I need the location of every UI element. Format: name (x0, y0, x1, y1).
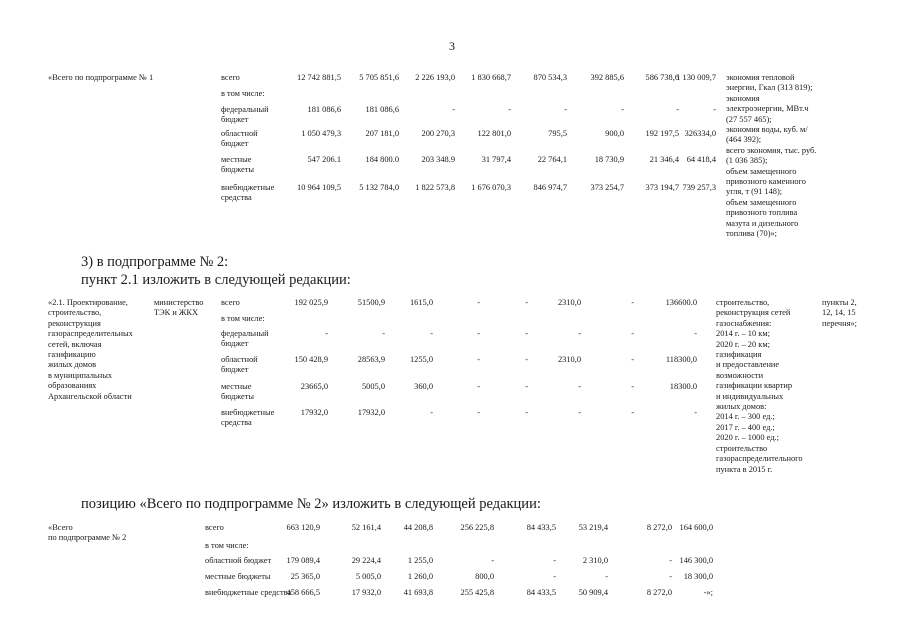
block1-title: «Всего по подпрограмме № 1 (48, 73, 154, 82)
table-cell: - (477, 298, 480, 307)
text-line: жилых домов (48, 360, 97, 370)
table-cell: - (477, 355, 480, 364)
row-label-line: бюджет (221, 115, 249, 125)
row-label-line: в том числе: (221, 89, 265, 98)
table-cell: 181 086,6 (307, 105, 341, 114)
table-cell: 203 348.9 (421, 155, 455, 164)
row-label-line: областной (221, 129, 258, 138)
text-line: строительство, (716, 298, 770, 307)
text-line: газификации квартир (716, 381, 793, 391)
table-cell: - (508, 105, 511, 114)
table-cell: - (694, 329, 697, 338)
table-cell: - (525, 355, 528, 364)
table-cell: 2310,0 (557, 355, 581, 364)
text-line: строительство, (48, 308, 102, 318)
row-label-line: бюджет (221, 139, 249, 149)
row-label-line: бюджет (221, 339, 249, 349)
table-cell: - (669, 556, 672, 565)
row-label-line: в том числе: (221, 314, 265, 323)
text-line: жилых домов: (716, 402, 767, 412)
row-label (221, 298, 240, 308)
text-line: реконструкция (48, 318, 101, 328)
text-line: привозного каменного (726, 177, 806, 187)
text-line: и предоставление (716, 360, 780, 370)
table-cell: 164 600,0 (679, 523, 713, 532)
table-cell: 10 964 109,5 (297, 183, 341, 192)
text-line: газификация (716, 350, 762, 360)
row-label-line: средства (221, 418, 252, 428)
row-label (221, 89, 265, 99)
table-cell: 586 738,6 (645, 73, 679, 82)
table-cell: 870 534,3 (533, 73, 567, 82)
text-line: объем замещенного (726, 197, 797, 207)
text-line: топлива (70)»; (726, 229, 778, 239)
table-cell: 136600.0 (665, 298, 697, 307)
text-line: угля, т (91 148); (726, 187, 783, 197)
table-cell: - (477, 329, 480, 338)
table-cell: - (553, 572, 556, 581)
table-cell: 192 197,5 (645, 129, 679, 138)
table-cell: 84 433,5 (526, 588, 556, 597)
table-cell: 18300.0 (669, 382, 697, 391)
text-line: пункты 2, (822, 298, 857, 307)
table-cell: 900,0 (605, 129, 624, 138)
table-cell: 18 730,9 (594, 155, 624, 164)
table-cell: 23665,0 (300, 382, 328, 391)
table-cell: 8 272,0 (646, 523, 672, 532)
text-line: газораспределительных (48, 329, 133, 339)
table-cell: - (631, 382, 634, 391)
table-cell: 53 219,4 (578, 523, 608, 532)
table-cell: 122 801,0 (477, 129, 511, 138)
table-cell: - (491, 556, 494, 565)
text-line: газоснабжения: (716, 318, 772, 328)
block3-title (48, 523, 126, 544)
text-line: газораспределительного (716, 454, 803, 464)
table-cell: 1 260,0 (407, 572, 433, 581)
table-cell: 2 310,0 (582, 556, 608, 565)
table-cell: 179 089,4 (286, 556, 320, 565)
table-cell: 150 428,9 (294, 355, 328, 364)
table-cell: 1615,0 (409, 298, 433, 307)
table-cell: 5 005,0 (355, 572, 381, 581)
table-cell: 17932,0 (357, 408, 385, 417)
text-line: экономия тепловой (726, 73, 795, 82)
table-cell: - (477, 382, 480, 391)
text-line: всего экономия, тыс. руб. (726, 145, 817, 155)
table-cell: 1255,0 (409, 355, 433, 364)
table-cell: 326334,0 (684, 129, 716, 138)
row-label (221, 155, 254, 176)
table-cell: 2310,0 (557, 298, 581, 307)
table-cell: -»; (703, 588, 713, 597)
table-cell: 255 425,8 (460, 588, 494, 597)
table-cell: 28563,9 (357, 355, 385, 364)
table-cell: - (525, 329, 528, 338)
table-cell: - (669, 572, 672, 581)
table-cell: 17932,0 (300, 408, 328, 417)
table-cell: 663 120,9 (286, 523, 320, 532)
heading-total-subprogram-2: позицию «Всего по подпрограмме № 2» изложить в следующей редакции: (81, 496, 541, 512)
table-cell: - (578, 329, 581, 338)
table-cell: 18 300,0 (683, 572, 713, 581)
table-cell: 373 254,7 (590, 183, 624, 192)
row-label-line: всего (221, 298, 240, 307)
table-cell: 1 255,0 (407, 556, 433, 565)
table-cell: 800,0 (475, 572, 494, 581)
table-cell: - (452, 105, 455, 114)
table-cell: 51500,9 (357, 298, 385, 307)
table-cell: 29 224,4 (351, 556, 381, 565)
text-line: газификацию (48, 350, 96, 360)
block2-points (822, 298, 857, 329)
text-line: (1 036 385); (726, 156, 768, 166)
row-label-line: бюджеты (221, 392, 255, 402)
row-label (221, 73, 240, 83)
row-label-line: бюджет (221, 365, 249, 375)
page-number: 3 (449, 39, 455, 53)
table-cell: 184 800.0 (365, 155, 399, 164)
row-label: внебюджетные средства (205, 588, 292, 597)
row-label-line: бюджеты (221, 165, 255, 175)
table-cell: 373 194,7 (645, 183, 679, 192)
table-cell: 64 418,4 (686, 155, 716, 164)
table-cell: - (525, 408, 528, 417)
row-label-line: всего (221, 73, 240, 82)
table-cell: 146 300,0 (679, 556, 713, 565)
table-cell: 1 130 009,7 (676, 73, 716, 82)
table-cell: 12 742 881,5 (297, 73, 341, 82)
table-cell: 1 822 573,8 (415, 183, 455, 192)
text-line: (27 557 465); (726, 114, 772, 124)
row-label: местные бюджеты (205, 572, 271, 581)
text-line: объем замещенного (726, 166, 797, 176)
text-line: 2014 г. – 300 ед.; (716, 412, 775, 422)
table-cell: 52 161,4 (351, 523, 381, 532)
table-cell: 50 909,4 (578, 588, 608, 597)
table-cell: - (621, 105, 624, 114)
table-cell: 118300,0 (665, 355, 697, 364)
text-line: строительство (716, 443, 768, 453)
text-line: образованиях (48, 381, 97, 391)
row-label-line: внебюджетные (221, 183, 275, 192)
table-cell: - (430, 408, 433, 417)
table-cell: 5005,0 (361, 382, 385, 391)
text-line: экономия (726, 93, 760, 103)
table-cell: 547 206.1 (307, 155, 341, 164)
row-label-line: внебюджетные (221, 408, 275, 417)
table-cell: 25 365,0 (290, 572, 320, 581)
table-cell: - (631, 408, 634, 417)
table-cell: 181 086,6 (365, 105, 399, 114)
table-cell: 44 208,8 (403, 523, 433, 532)
row-label (221, 314, 265, 324)
text-line: 2014 г. – 10 км; (716, 329, 770, 339)
text-line: перечня»; (822, 318, 857, 328)
table-cell: - (713, 105, 716, 114)
table-cell: 192 025,9 (294, 298, 328, 307)
text-line: «Всего (48, 523, 73, 532)
table-cell: - (430, 329, 433, 338)
text-line: 2020 г. – 1000 ед.; (716, 433, 779, 443)
table-cell: - (325, 329, 328, 338)
table-cell: - (694, 408, 697, 417)
table-cell: - (477, 408, 480, 417)
text-line: привозного топлива (726, 208, 798, 218)
table-cell: 739 257,3 (682, 183, 716, 192)
table-cell: - (631, 298, 634, 307)
block2-executor (154, 298, 204, 319)
table-cell: 5 132 784,0 (359, 183, 399, 192)
table-cell: - (578, 382, 581, 391)
text-line: экономия воды, куб. м/ (726, 125, 808, 135)
row-label-line: местные (221, 382, 252, 391)
block2-results (716, 298, 803, 475)
table-cell: - (553, 556, 556, 565)
table-cell: 84 433,5 (526, 523, 556, 532)
table-cell: - (631, 329, 634, 338)
table-cell: 458 666,5 (286, 588, 320, 597)
row-label-line: федеральный (221, 329, 269, 338)
table-cell: 31 797,4 (481, 155, 511, 164)
table-cell: 846 974,7 (533, 183, 567, 192)
table-cell: 392 885,6 (590, 73, 624, 82)
table-cell: - (525, 298, 528, 307)
table-cell: - (564, 105, 567, 114)
text-line: министерство (154, 298, 204, 307)
text-line: сетей, включая (48, 339, 102, 349)
text-line: мазута и дизельного (726, 218, 799, 228)
row-label (221, 129, 258, 150)
table-cell: - (525, 382, 528, 391)
table-cell: 795,5 (548, 129, 567, 138)
table-cell: 1 830 668,7 (471, 73, 511, 82)
row-label-line: областной (221, 355, 258, 364)
text-line: электроэнергии, МВт.ч (726, 104, 809, 114)
text-line: и индивидуальных (716, 391, 784, 401)
table-cell: 1 050 479,3 (301, 129, 341, 138)
table-cell: 41 693,8 (403, 588, 433, 597)
table-cell: 8 272,0 (646, 588, 672, 597)
table-cell: 5 705 851,6 (359, 73, 399, 82)
block1-effects (726, 73, 816, 240)
table-cell: 200 270,3 (421, 129, 455, 138)
heading-point-2-1: пункт 2.1 изложить в следующей редакции: (81, 272, 351, 288)
row-label-line: местные (221, 155, 252, 164)
text-line: по подпрограмме № 2 (48, 533, 127, 543)
text-line: 2017 г. – 400 ед.; (716, 422, 775, 432)
row-label: всего (205, 523, 224, 532)
text-line: 12, 14, 15 (822, 308, 856, 318)
text-line: (464 392); (726, 135, 762, 145)
text-line: Архангельской области (48, 391, 132, 401)
table-cell: 256 225,8 (460, 523, 494, 532)
row-label: областной бюджет (205, 556, 272, 565)
table-cell: - (605, 572, 608, 581)
text-line: ТЭК и ЖКХ (154, 308, 199, 318)
text-line: пункта в 2015 г. (716, 464, 773, 474)
table-cell: 207 181,0 (365, 129, 399, 138)
table-cell: 360,0 (414, 382, 433, 391)
row-label-line: средства (221, 193, 252, 203)
text-line: возможности (716, 370, 764, 380)
table-cell: - (631, 355, 634, 364)
text-line: в муниципальных (48, 370, 113, 380)
table-cell: - (676, 105, 679, 114)
text-line: 2020 г. – 20 км; (716, 339, 770, 349)
text-line: реконструкция сетей (716, 308, 791, 318)
table-cell: 22 764,1 (537, 155, 567, 164)
heading-subprogram-2: 3) в подпрограмме № 2: (81, 254, 229, 270)
table-cell: 21 346,4 (649, 155, 679, 164)
row-label: в том числе: (205, 541, 249, 550)
table-cell: 2 226 193,0 (415, 73, 455, 82)
text-line: энергии, Гкал (313 819); (726, 83, 813, 93)
row-label-line: федеральный (221, 105, 269, 114)
table-cell: 1 676 070,3 (471, 183, 511, 192)
text-line: «2.1. Проектирование, (48, 298, 128, 307)
table-cell: - (578, 408, 581, 417)
block2-measure-name (48, 298, 133, 402)
table-cell: 17 932,0 (351, 588, 381, 597)
table-cell: - (382, 329, 385, 338)
